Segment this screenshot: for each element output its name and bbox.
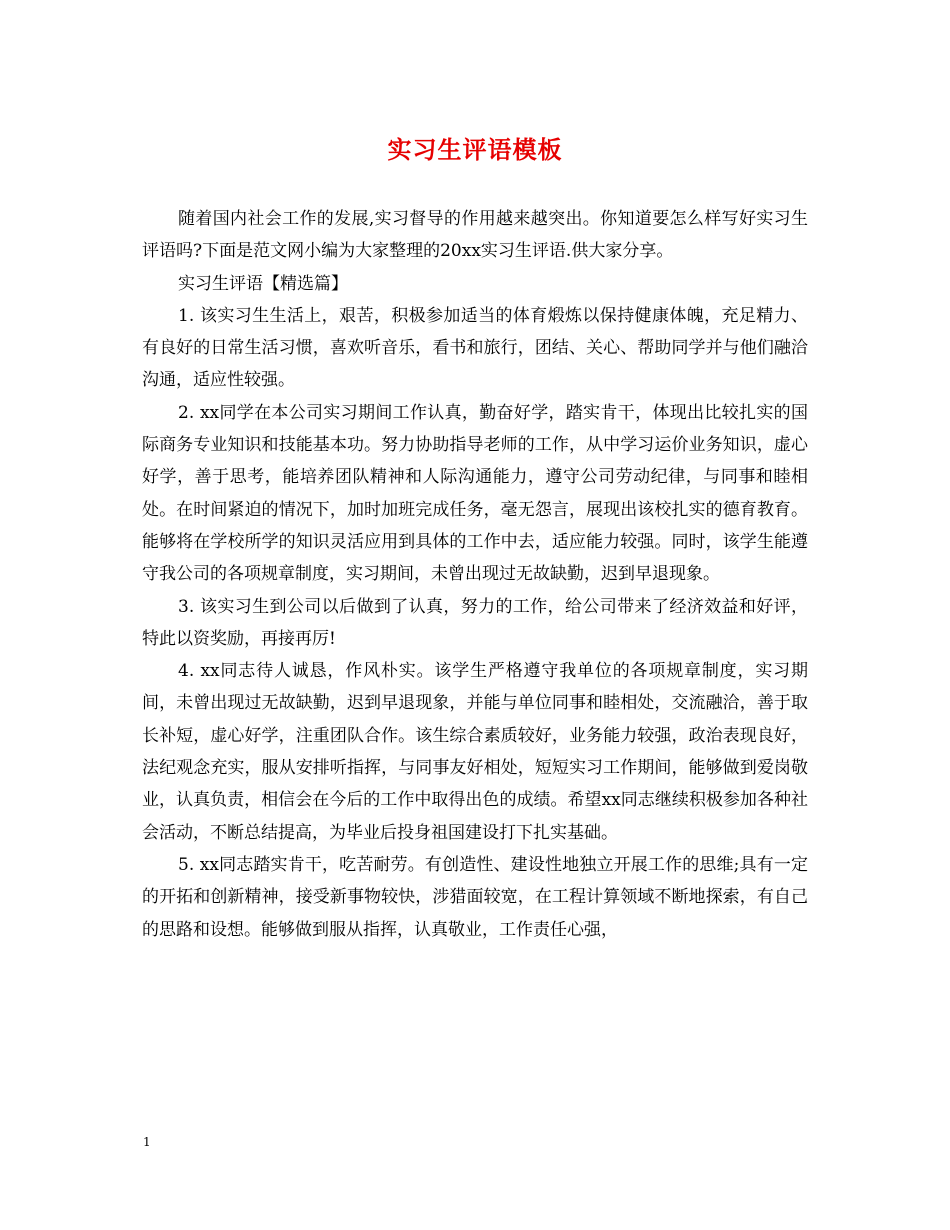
comment-paragraph-5: 5. xx同志踏实肯干，吃苦耐劳。有创造性、建设性地独立开展工作的思维;具有一定的开拓和创新精神，接受新事物较快，涉猎面较宽，在工程计算领域不断地探索，有自己的思路和设想。能够做到服从指挥，认真敬业，工作责任心强， [142, 854, 808, 940]
intro-paragraph: 随着国内社会工作的发展,实习督导的作用越来越突出。你知道要怎么样写好实习生评语吗?下面是范文网小编为大家整理的20xx实习生评语.供大家分享。 [142, 209, 808, 262]
document-body [142, 203, 808, 946]
comment-paragraph-3: 3. 该实习生到公司以后做到了认真，努力的工作，给公司带来了经济效益和好评，特此以资奖励，再接再厉! [142, 596, 808, 649]
comment-paragraph-4: 4. xx同志待人诚恳，作风朴实。该学生严格遵守我单位的各项规章制度，实习期间，未曾出现过无故缺勤，迟到早退现象，并能与单位同事和睦相处，交流融洽，善于取长补短，虚心好学，注重团队合作。该生综合素质较好，业务能力较强，政治表现良好，法纪观念充实，服从安排听指挥，与同事友好相处，短短实习工作期间，能够做到爱岗敬业，认真负责，相信会在今后的工作中取得出色的成绩。希望xx同志继续积极参加各种社会活动，不断总结提高，为毕业后投身祖国建设打下扎实基础。 [142, 661, 808, 843]
document-title: 实习生评语模板 [387, 135, 563, 164]
page-number: 1 [143, 1135, 151, 1149]
comment-paragraph-2: 2. xx同学在本公司实习期间工作认真，勤奋好学，踏实肯干，体现出比较扎实的国际商务专业知识和技能基本功。努力协助指导老师的工作，从中学习运价业务知识，虚心好学，善于思考，能培养团队精神和人际沟通能力，遵守公司劳动纪律，与同事和睦相处。在时间紧迫的情况下，加时加班完成任务，毫无怨言，展现出该校扎实的德育教育。能够将在学校所学的知识灵活应用到具体的工作中去，适应能力较强。同时，该学生能遵守我公司的各项规章制度，实习期间，未曾出现过无故缺勤，迟到早退现象。 [142, 402, 808, 585]
section-heading: 实习生评语【精选篇】 [178, 273, 348, 294]
comment-paragraph-1: 1. 该实习生生活上，艰苦，积极参加适当的体育煅炼以保持健康体魄，充足精力、有良好的日常生活习惯，喜欢听音乐，看书和旅行，团结、关心、帮助同学并与他们融洽沟通，适应性较强。 [142, 305, 808, 391]
